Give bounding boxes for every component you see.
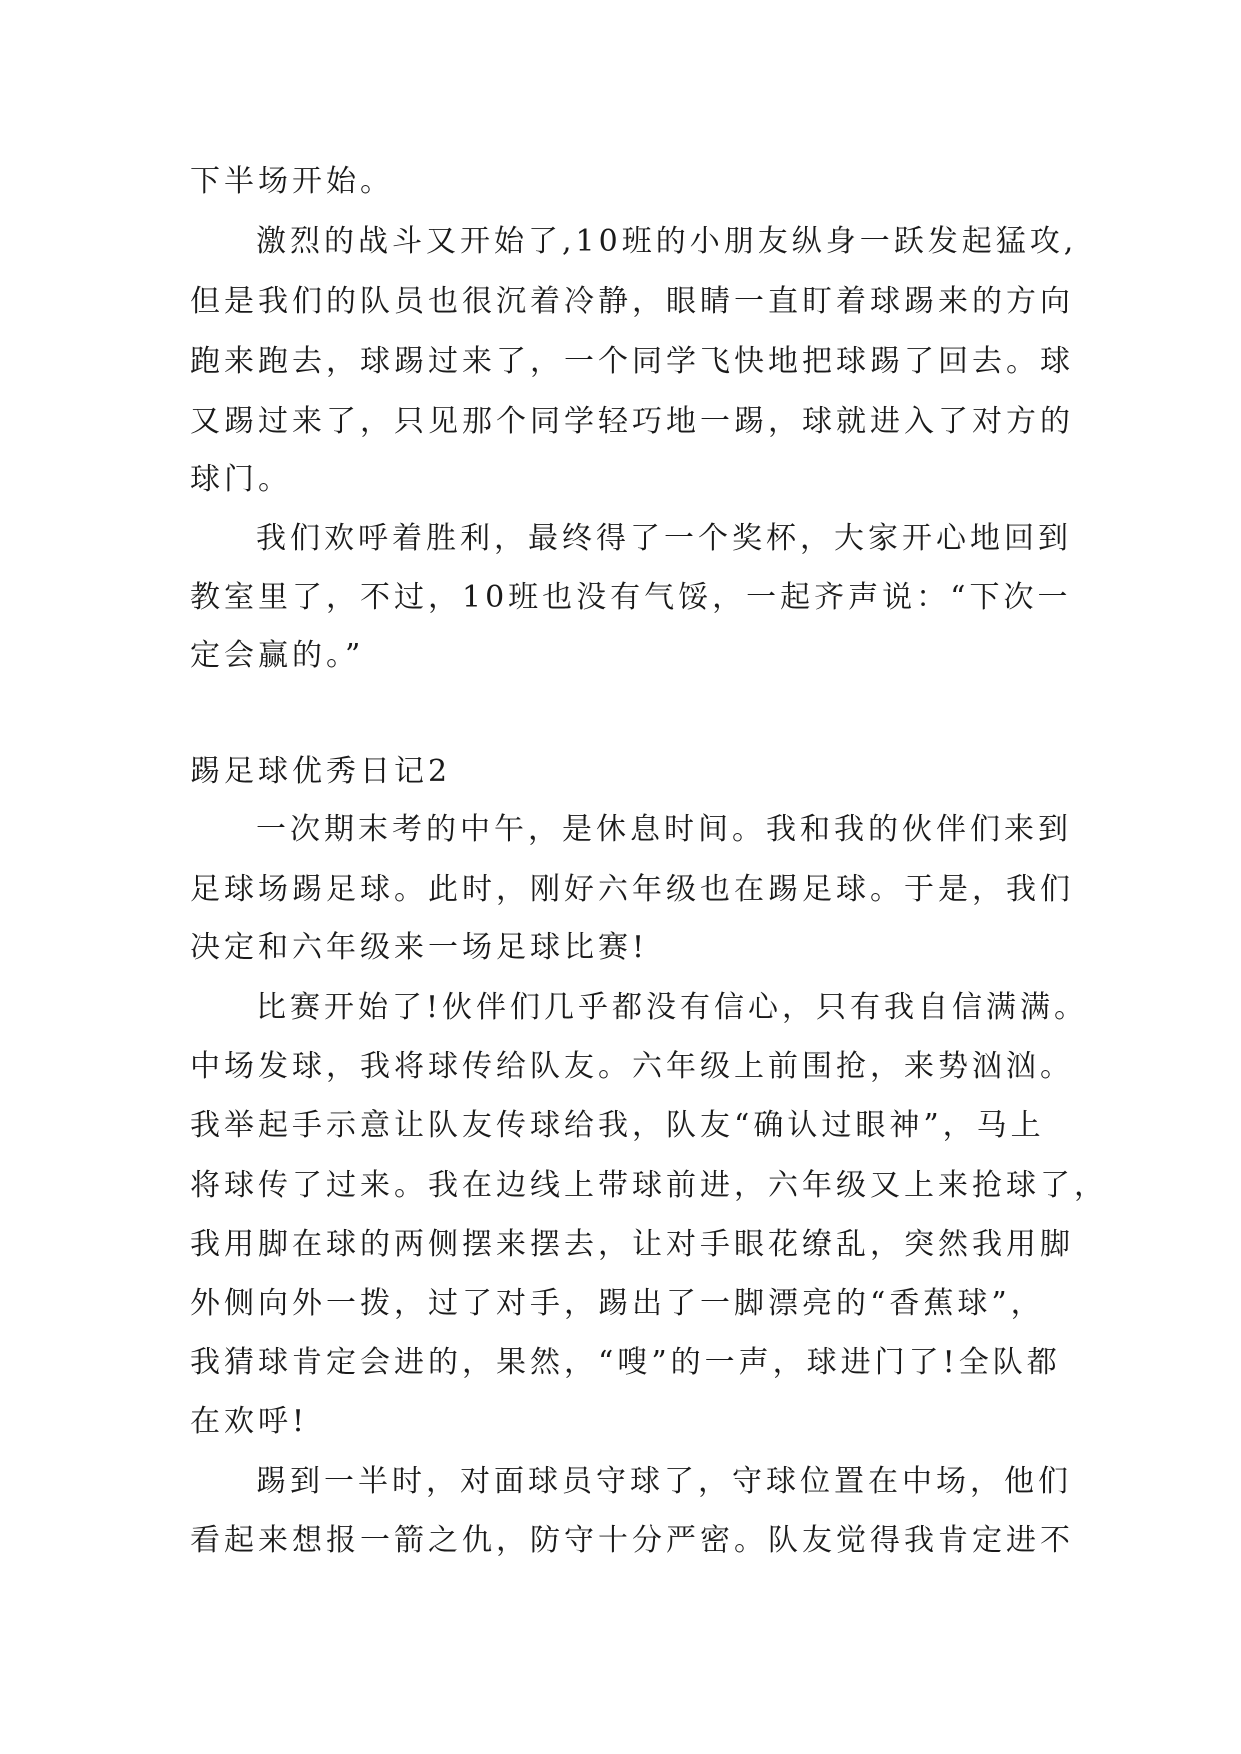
text-line: 外侧向外一拨，过了对手，踢出了一脚漂亮的“香蕉球”， [190,1286,1045,1321]
paragraph-start-line: 踢到一半时，对面球员守球了，守球位置在中场，他们 [256,1464,1072,1499]
text-line: 定会赢的。” [190,638,365,673]
section-title: 踢足球优秀日记2 [190,754,452,789]
text-line: 教室里了，不过，10班也没有气馁，一起齐声说：“下次一 [190,580,1072,615]
text-line: 我猜球肯定会进的，果然，“嗖”的一声，球进门了!全队都 [190,1345,1061,1380]
text-line: 看起来想报一箭之仇，防守十分严密。队友觉得我肯定进不 [190,1523,1074,1558]
paragraph-start-line: 比赛开始了!伙伴们几乎都没有信心，只有我自信满满。 [256,990,1089,1025]
text-line: 又踢过来了，只见那个同学轻巧地一踢，球就进入了对方的 [190,404,1074,439]
text-line: 在欢呼! [190,1404,309,1439]
text-line: 下半场开始。 [190,164,394,199]
text-line: 中场发球，我将球传给队友。六年级上前围抢，来势汹汹。 [190,1049,1074,1084]
text-line: 但是我们的队员也很沉着冷静，眼睛一直盯着球踢来的方向 [190,284,1074,319]
text-line: 将球传了过来。我在边线上带球前进，六年级又上来抢球了， [190,1168,1108,1203]
paragraph-start-line: 一次期末考的中午，是休息时间。我和我的伙伴们来到 [256,812,1072,847]
text-line: 足球场踢足球。此时，刚好六年级也在踢足球。于是，我们 [190,872,1074,907]
paragraph-start-line: 激烈的战斗又开始了,10班的小朋友纵身一跃发起猛攻, [256,224,1078,259]
paragraph-start-line: 我们欢呼着胜利，最终得了一个奖杯，大家开心地回到 [256,521,1072,556]
text-line: 球门。 [190,462,292,497]
text-line: 跑来跑去，球踢过来了，一个同学飞快地把球踢了回去。球 [190,344,1074,379]
text-line: 决定和六年级来一场足球比赛! [190,930,649,965]
text-line: 我用脚在球的两侧摆来摆去，让对手眼花缭乱，突然我用脚 [190,1227,1074,1262]
text-line: 我举起手示意让队友传球给我，队友“确认过眼神”，马上 [190,1108,1045,1143]
